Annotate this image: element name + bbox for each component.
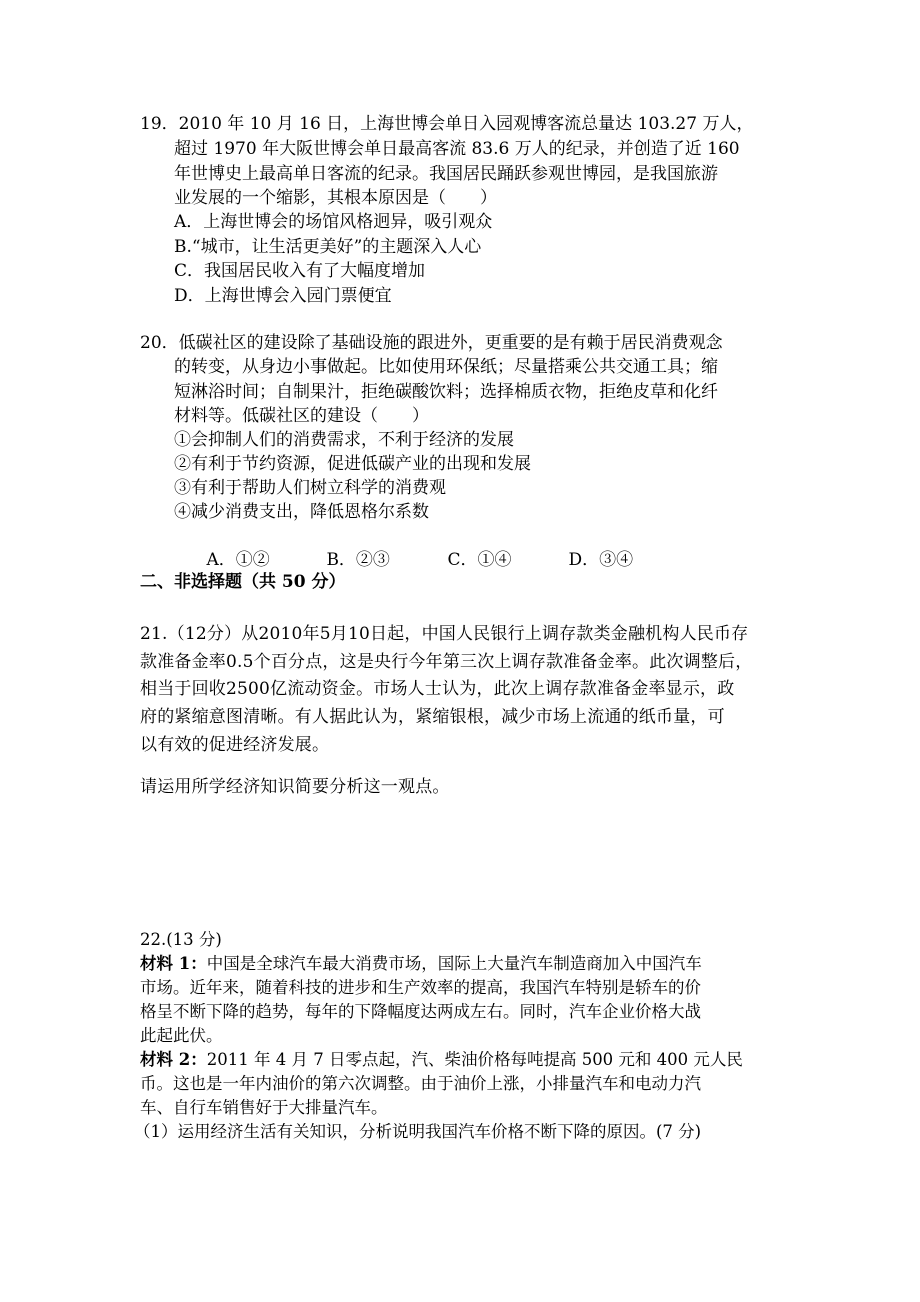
q19-option-b: B.“城市，让生活更美好”的主题深入人心 — [174, 237, 482, 257]
material-1-label: 材料 1： — [140, 954, 207, 973]
q22-material-1-line-4: 此起此伏。 — [140, 1026, 223, 1045]
q22-header: 22.(13 分) — [140, 930, 222, 949]
q20-line-2: 的转变，从身边小事做起。比如使用环保纸；尽量搭乘公共交通工具；缩 — [174, 357, 718, 377]
q21-line-1: 21.（12分）从2010年5月10日起，中国人民银行上调存款类金融机构人民币存 — [140, 624, 749, 644]
q20-choice-a: A．①② — [206, 550, 270, 570]
q20-choice-b: B．②③ — [326, 550, 390, 570]
q19-line-2: 超过 1970 年大阪世博会单日最高客流 83.6 万人的纪录，并创造了近 160 — [174, 139, 740, 159]
q22-material-1-line-3: 格呈不断下降的趋势，每年的下降幅度达两成左右。同时，汽车企业价格大战 — [140, 1002, 701, 1021]
q19-line-4: 业发展的一个缩影，其根本原因是（ ） — [174, 188, 497, 208]
q21-line-3: 相当于回收2500亿流动资金。市场人士认为，此次上调存款准备金率显示，政 — [140, 679, 735, 699]
q20-line-4: 材料等。低碳社区的建设（ ） — [174, 406, 429, 426]
q20-item-1: ①会抑制人们的消费需求，不利于经济的发展 — [174, 430, 514, 450]
q22-material-2-line-3: 车、自行车销售好于大排量汽车。 — [140, 1098, 388, 1117]
q21-line-2: 款准备金率0.5个百分点，这是央行今年第三次上调存款准备金率。此次调整后， — [140, 652, 753, 672]
material-2-text: 2011 年 4 月 7 日零点起，汽、柴油价格每吨提高 500 元和 400 元人民 — [206, 1050, 743, 1069]
q21-line-5: 以有效的促进经济发展。 — [140, 735, 330, 755]
q19-option-a: A．上海世博会的场馆风格迥异，吸引观众 — [174, 212, 493, 232]
q21-prompt: 请运用所学经济知识简要分析这一观点。 — [140, 777, 450, 797]
q21-line-4: 府的紧缩意图清晰。有人据此认为，紧缩银根，减少市场上流通的纸币量，可 — [140, 707, 725, 727]
material-2-label: 材料 2： — [140, 1050, 207, 1069]
q20-item-4: ④减少消费支出，降低恩格尔系数 — [174, 502, 429, 522]
q22-subquestion-1: （1）运用经济生活有关知识，分析说明我国汽车价格不断下降的原因。(7 分) — [134, 1122, 702, 1141]
section-2-heading: 二、非选择题（共 50 分） — [140, 572, 346, 592]
q20-item-2: ②有利于节约资源，促进低碳产业的出现和发展 — [174, 454, 531, 474]
q19-option-c: C．我国居民收入有了大幅度增加 — [174, 261, 426, 281]
q20-choice-c: C．①④ — [447, 550, 512, 570]
q20-item-3: ③有利于帮助人们树立科学的消费观 — [174, 478, 446, 498]
q20-line-1: 20．低碳社区的建设除了基础设施的跟进外，更重要的是有赖于居民消费观念 — [140, 333, 723, 353]
q22-material-1-line-1 — [140, 952, 702, 976]
q22-material-2-line-1 — [140, 1048, 743, 1072]
q22-material-1-line-2: 市场。近年来，随着科技的进步和生产效率的提高，我国汽车特别是轿车的价 — [140, 978, 701, 997]
material-1-text: 中国是全球汽车最大消费市场，国际上大量汽车制造商加入中国汽车 — [206, 954, 702, 973]
q20-line-3: 短淋浴时间；自制果汁，拒绝碳酸饮料；选择棉质衣物，拒绝皮草和化纤 — [174, 382, 718, 402]
q20-choice-d: D．③④ — [568, 550, 634, 570]
q19-option-d: D．上海世博会入园门票便宜 — [174, 286, 392, 306]
q22-material-2-line-2: 币。这也是一年内油价的第六次调整。由于油价上涨，小排量汽车和电动力汽 — [140, 1074, 701, 1093]
q19-line-1: 19．2010 年 10 月 16 日，上海世博会单日入园观博客流总量达 103.27 万人， — [140, 114, 754, 134]
q19-line-3: 年世博史上最高单日客流的纪录。我国居民踊跃参观世博园，是我国旅游 — [174, 164, 718, 184]
